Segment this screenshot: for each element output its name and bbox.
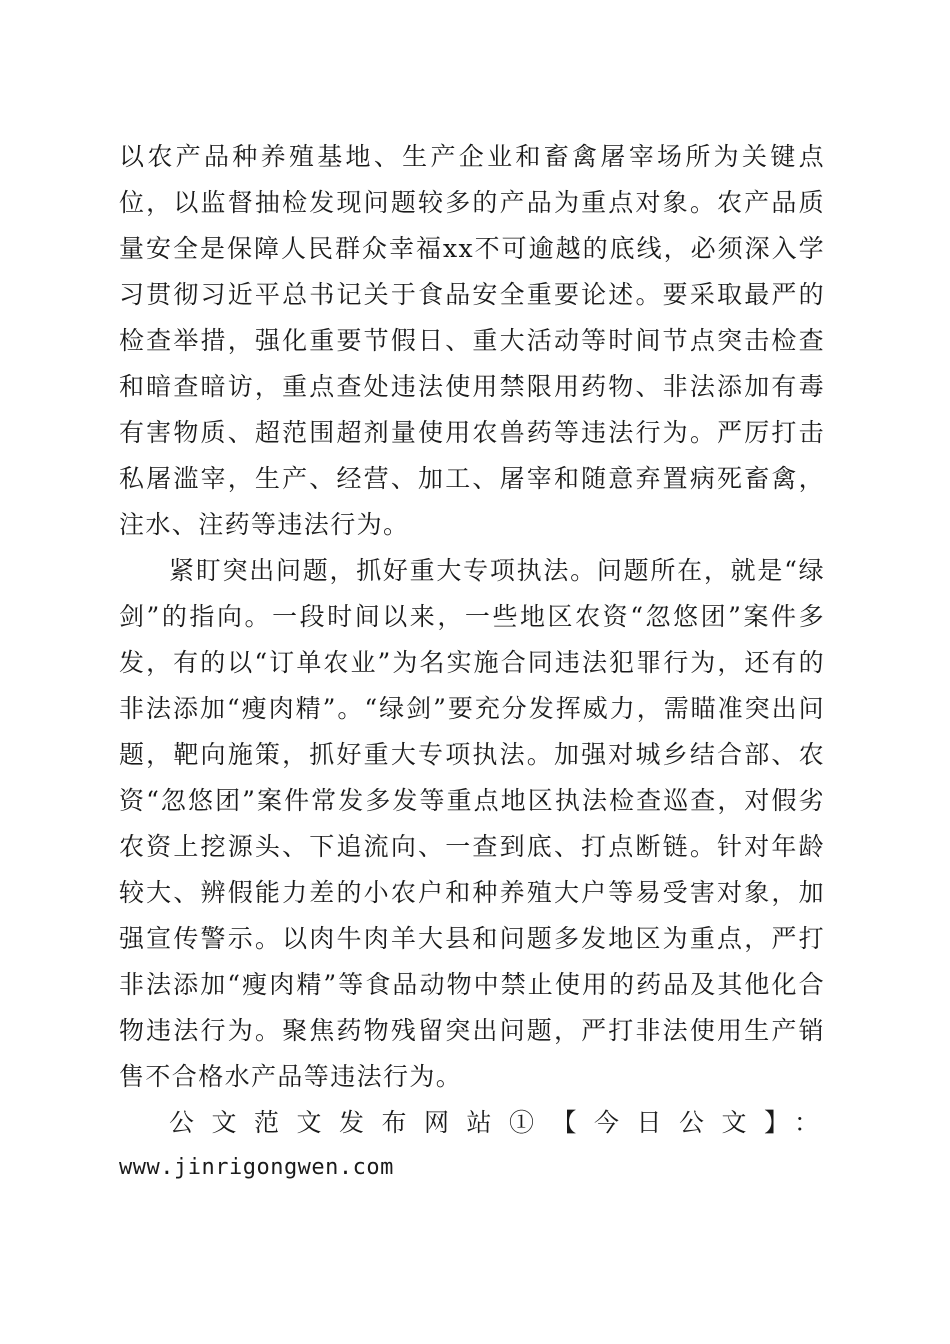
- site-notice: 公文范文发布网站①【今日公文】：: [169, 1108, 825, 1137]
- paragraph-1: 以农产品种养殖基地、生产企业和畜禽屠宰场所为关键点位，以监督抽检发现问题较多的产品为重点对象。农产品质量安全是保障人民群众幸福xx不可逾越的底线，必须深入学习贯彻习近平总书记关于食品安全重要论述。要采取最严的检查举措，强化重要节假日、重大活动等时间节点突击检查和暗查暗访，重点查处违法使用禁限用药物、非法添加有毒有害物质、超范围超剂量使用农兽药等违法行为。严厉打击私屠滥宰，生产、经营、加工、屠宰和随意弃置病死畜禽，注水、注药等违法行为。: [119, 142, 825, 539]
- site-url: www.jinrigongwen.com: [119, 1155, 394, 1180]
- paragraph-2: 紧盯突出问题，抓好重大专项执法。问题所在，就是“绿剑”的指向。一段时间以来，一些地区农资“忽悠团”案件多发，有的以“订单农业”为名实施合同违法犯罪行为，还有的非法添加“瘦肉精”。“绿剑”要充分发挥威力，需瞄准突出问题，靶向施策，抓好重大专项执法。加强对城乡结合部、农资“忽悠团”案件常发多发等重点地区执法检查巡查，对假劣农资上挖源头、下追流向、一查到底、打点断链。针对年龄较大、辨假能力差的小农户和种养殖大户等易受害对象，加强宣传警示。以肉牛肉羊大县和问题多发地区为重点，严打非法添加“瘦肉精”等食品动物中禁止使用的药品及其他化合物违法行为。聚焦药物残留突出问题，严打非法使用生产销售不合格水产品等违法行为。: [119, 556, 825, 1091]
- document-body: [119, 134, 825, 1190]
